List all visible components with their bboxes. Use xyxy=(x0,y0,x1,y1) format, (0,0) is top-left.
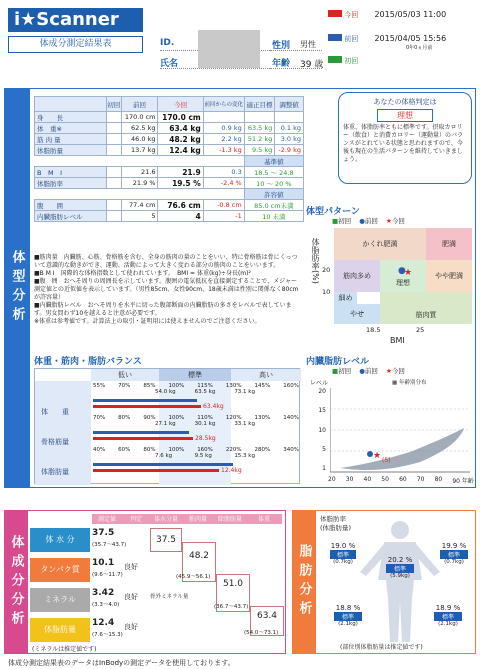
body-type-prev-marker: ● xyxy=(398,266,406,276)
balance-values: 54.0 kg 63.5 kg 73.1 kg xyxy=(155,389,255,395)
age-label: 年齢 xyxy=(272,59,291,69)
section-title-composition: 体成分分析 xyxy=(4,510,28,654)
fat-part-right-arm: 19.0 % 標準 (0.7kg) xyxy=(330,542,356,565)
table-row: 腹 囲 77.4 cm 76.6 cm -0.8 cm 85.0 cm未満 xyxy=(35,200,304,211)
body-type-now-marker: ★ xyxy=(404,268,413,278)
svg-text:(5): (5) xyxy=(382,457,391,464)
body-type-xlabel: BMI xyxy=(390,336,405,345)
diagnosis-text: 体重、体脂肪率ともに標準です。摂取カロリー（飲食）と消費カロリー（運動量）のバランスがとれている状態と思われますので、今後も現在の生活パターンを維持していきましょう。 xyxy=(343,124,464,163)
fat-part-right-leg: 18.8 % 標準 (2.1kg) xyxy=(335,604,361,627)
table-row: 体脂肪量 13.7 kg 12.4 kg -1.3 kg 9.5 kg -2.9 kg xyxy=(35,145,304,156)
name-label: 氏名 xyxy=(160,59,179,69)
table-row: 身 長 170.0 cm 170.0 cm xyxy=(35,112,304,123)
section-title-fat: 脂肪分析 xyxy=(292,510,316,654)
fat-part-trunk: 20.2 % 標準 (5.9kg) xyxy=(387,556,413,579)
fat-note: (部位別体脂肪量は推定値です) xyxy=(340,644,423,651)
metrics-table: 初回 前回 今回 前回からの変化 適正目標 調整値 身 長 170.0 cm 170.0 cm 体 重※ 62.5 kg 63.4 kg 0.9 kg 63.5 kg 0.1 kg 筋 肉 量 46.0 kg 48.2 kg 2.2 kg 51.2 kg 3.0 kg 体脂肪量 13.7 kg 12.4 kg -1.3 kg 9.5 kg -2.9 kg 基準値 B M I 21.6 21.9 0.3 18.5 ～ 24.8 体脂肪率 21.9 % 19.5 % -2.4 % 10 ～ 20 % 許容値 腹 囲 77.4 cm 76.6 cm -0.8 cm 85.0 cm未満 内臓脂肪レベル 5 4 -1 10 未満 xyxy=(34,96,304,222)
table-row: 筋 肉 量 46.0 kg 48.2 kg 2.2 kg 51.2 kg 3.0 kg xyxy=(35,134,304,145)
balance-title: 体重・筋肉・脂肪バランス xyxy=(34,357,142,367)
sex-label: 性別 xyxy=(272,41,291,51)
body-type-ytick: 10 xyxy=(322,288,331,296)
body-type-legend: ■初回 ●前回 ★今回 xyxy=(332,217,405,225)
legend-now: 今回 2015/05/03 11:00 xyxy=(328,10,446,20)
diagnosis-box: あなたの体格判定は 理想 体重、体脂肪率ともに標準です。摂取カロリー（飲食）と消費カロリー（運動量）のバランスがとれている状態と思われますので、今後も現在の生活パターンを維持していきましょう。 xyxy=(338,92,472,184)
visceral-now-marker: ★ xyxy=(373,451,382,461)
masked-identity xyxy=(198,30,260,68)
balance-row-label: 体 重 xyxy=(41,408,69,416)
fat-chart-title: 体脂肪率 (体脂肪量) xyxy=(320,515,352,532)
prev-elapsed: 0年0ヵ月前 xyxy=(406,45,433,51)
balance-bar-now xyxy=(93,437,193,440)
body-type-title: 体型パターン xyxy=(306,207,360,217)
section-title-body-type: 体型分析 xyxy=(4,88,30,488)
body-type-ytick: 20 xyxy=(322,266,331,274)
visceral-ylabel: レベル xyxy=(310,380,329,387)
visceral-legend: ■初回 ●前回 ★今回 xyxy=(332,367,405,375)
fat-part-left-arm: 19.9 % 標準 (0.7kg) xyxy=(441,542,467,565)
notes: ■筋肉量 内臓筋、心筋、骨格筋を含む、全身の筋肉の量のことをいい、特に骨格筋は骨にくっついて意識的な動きができ、運動、活動によって大きく変わる部分の筋肉のことをいいます。 ■B M I 国際的な体格指数として使われています。 BMI = 体重(kg)÷身長(m)² ■腹 囲 おへそ周りの周囲長を示しています。腹囲の電気抵抗を直接測定することで、メジャー測定値との近似値を表示しています。（男性85cm、女性90cm、18歳未満は性別に関係なく80cmが許容量） ■内臓脂肪レベル おへそ周りを水平に切った腹部断面の内臓脂肪の多さをレベルで表しています。男女問わず10を越えると注意が必要です。 ※体重は参考値です。計算法上の取引・証明用には使えませんのでご注意ください。 xyxy=(34,254,299,325)
report-subtitle: 体成分測定結果表 xyxy=(8,36,143,53)
balance-ticks: 55% 70% 85% 100% 115% 130% 145% 160% xyxy=(93,383,299,389)
body-type-xtick: 25 xyxy=(416,326,425,334)
balance-chart: 低い 標準 高い 体 重 55% 70% 85% 100% 115% 130% 145% 160% 54.0 kg 63.5 kg 73.1 kg 63.4kg 骨格筋量 70% 80% 90% 100% 110% 120% 130% 140% 27.1 kg 30.1 kg 33.1 kg 28.5kg 体脂肪量 40% 60% 80% 100% 160% 220% 280% 340% 7.6 kg 9.5 kg 15.3 kg 12.4kg xyxy=(34,368,300,484)
age-value: 39 歳 xyxy=(300,60,324,70)
body-type-ylabel: 体脂肪率(%) xyxy=(311,238,320,284)
body-type-xtick: 18.5 xyxy=(366,326,381,334)
balance-row-label: 骨格筋量 xyxy=(41,438,69,446)
balance-bar-prev xyxy=(93,431,189,434)
table-row: 内臓脂肪レベル 5 4 -1 10 未満 xyxy=(35,211,304,222)
app-logo: i★Scanner xyxy=(8,8,143,32)
body-type-grid: かくれ肥満 肥満 筋肉多め 理想 やや肥満 細め やせ 筋肉質 ● ★ xyxy=(334,228,472,324)
id-label: ID. xyxy=(160,38,175,48)
fat-part-left-leg: 18.9 % 標準 (2.1kg) xyxy=(435,604,461,627)
footer-note: 体成分測定結果表のデータはInBodyの測定データを使用しております。 xyxy=(8,659,235,667)
table-row: 体脂肪率 21.9 % 19.5 % -2.4 % 10 ～ 20 % xyxy=(35,178,304,189)
balance-bar-prev xyxy=(93,399,197,402)
visceral-plot xyxy=(330,388,470,474)
legend-prev: 前回 2015/04/05 15:56 xyxy=(328,34,446,44)
composition-table: 測定値 判定 体水分量 筋肉量 除脂肪量 体重 体 水 分 37.5 (35.7〜43.7) 37.5 タンパク質 10.1 (9.6〜11.7) 良好 48.2 (45.9〜56.1) ミネラル 3.42 (3.3〜4.0) 良好 骨外ミネラル量 51.0 (36.7〜43.7) 体脂肪量 12.4 (7.6〜15.3) 良好 63.4 (54.0〜73.1) (ミネラルは推定値です) xyxy=(30,514,284,652)
balance-bar-now xyxy=(93,405,201,408)
balance-bar-prev xyxy=(93,463,233,466)
visceral-title: 内臓脂肪レベル xyxy=(306,357,370,367)
diagnosis-result: 理想 xyxy=(377,109,433,122)
legend-first: 初回 xyxy=(328,56,358,66)
visceral-area-legend: ▦ 年齢別分布 xyxy=(392,380,427,386)
table-row: 体 重※ 62.5 kg 63.4 kg 0.9 kg 63.5 kg 0.1 kg xyxy=(35,123,304,134)
composition-note: (ミネラルは推定値です) xyxy=(32,646,97,653)
balance-bar-now xyxy=(93,469,219,472)
sex-value: 男性 xyxy=(300,40,316,49)
balance-row-label: 体脂肪量 xyxy=(41,468,69,476)
table-row: B M I 21.6 21.9 0.3 18.5 ～ 24.8 xyxy=(35,167,304,178)
